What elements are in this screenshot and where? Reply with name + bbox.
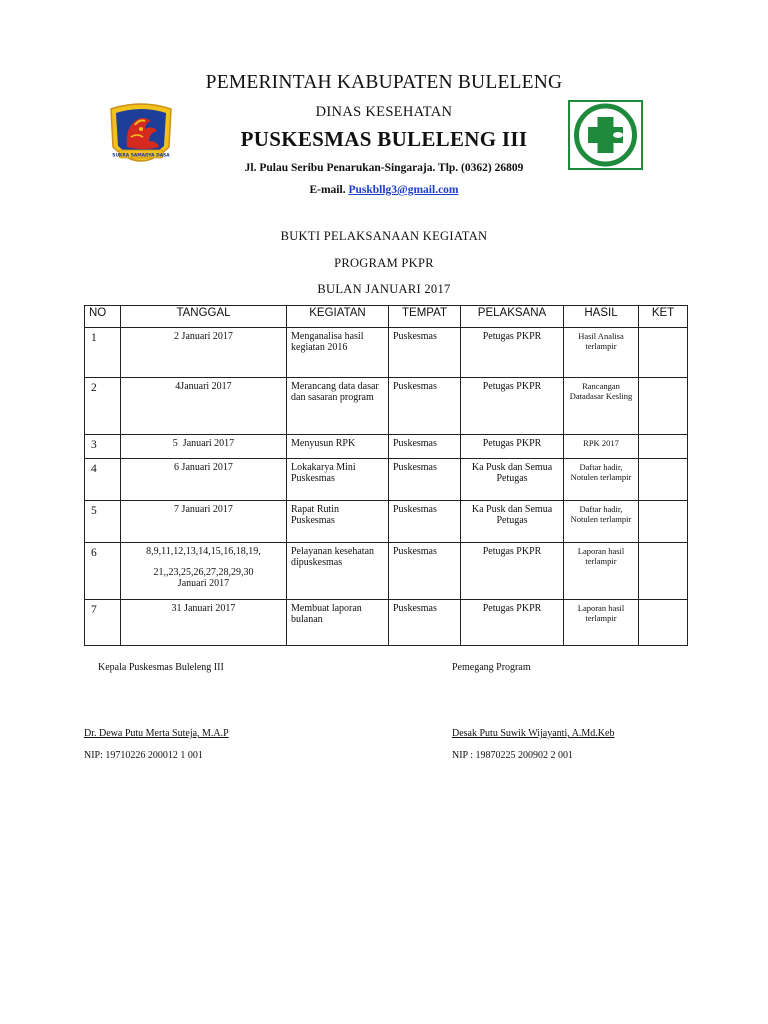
cell-no: 3: [85, 435, 121, 459]
column-header-tanggal: TANGGAL: [121, 306, 287, 328]
right-signatory-role: Pemegang Program: [452, 662, 531, 673]
cell-no: 1: [85, 328, 121, 378]
cell-tanggal: [121, 543, 287, 600]
buleleng-emblem-logo: [105, 101, 177, 173]
period-title: BULAN JANUARI 2017: [317, 282, 451, 296]
table-row: [85, 435, 688, 459]
cell-kegiatan: Rapat Rutin Puskesmas: [287, 501, 389, 543]
table-row: [85, 501, 688, 543]
left-signatory-name: Dr. Dewa Putu Merta Suteja, M.A.P: [84, 728, 229, 739]
cell-tempat: Puskesmas: [389, 328, 461, 378]
cell-no: 4: [85, 459, 121, 501]
cell-tempat: Puskesmas: [389, 501, 461, 543]
cell-kegiatan: Pelayanan kesehatan dipuskesmas: [287, 543, 389, 600]
cell-tanggal: 5 Januari 2017: [121, 435, 287, 459]
activity-table: [84, 305, 688, 646]
right-signatory-nip: NIP : 19870225 200902 2 001: [452, 750, 574, 761]
cell-tanggal: 7 Januari 2017: [121, 501, 287, 543]
cell-tanggal-line2: 21,,23,25,26,27,28,29,30 Januari 2017: [153, 567, 256, 589]
address-line: Jl. Pulau Seribu Penarukan-Singaraja. Tlp. (0362) 26809: [244, 162, 524, 174]
cell-pelaksana: Petugas PKPR: [461, 378, 564, 435]
cell-no: 7: [85, 600, 121, 646]
cell-tanggal-line1: 8,9,11,12,13,14,15,16,18,19,: [146, 546, 261, 557]
svg-text:SUKRA SAMADYA DASA: SUKRA SAMADYA DASA: [112, 153, 170, 159]
cell-tanggal: 6 Januari 2017: [121, 459, 287, 501]
table-row: [85, 543, 688, 600]
column-header-tempat: TEMPAT: [389, 306, 461, 328]
table-row: [85, 378, 688, 435]
table-header-row: [85, 306, 688, 328]
cell-pelaksana: Ka Pusk dan Semua Petugas: [461, 501, 564, 543]
cell-no: 2: [85, 378, 121, 435]
cell-hasil: Hasil Analisa terlampir: [564, 328, 639, 378]
cell-kegiatan: Menganalisa hasil kegiatan 2016: [287, 328, 389, 378]
cell-tempat: Puskesmas: [389, 600, 461, 646]
cell-kegiatan: Merancang data dasar dan sasaran program: [287, 378, 389, 435]
left-signatory-role: Kepala Puskesmas Buleleng III: [98, 662, 224, 673]
cell-hasil: Rancangan Datadasar Kesling: [564, 378, 639, 435]
cell-hasil: RPK 2017: [564, 435, 639, 459]
cell-no: 5: [85, 501, 121, 543]
column-header-ket: KET: [639, 306, 688, 328]
cell-ket: [639, 378, 688, 435]
cell-pelaksana: Petugas PKPR: [461, 600, 564, 646]
left-signatory-nip: NIP: 19710226 200012 1 001: [84, 750, 203, 761]
email-link[interactable]: Puskbllg3@gmail.com: [348, 184, 459, 196]
cell-kegiatan: Membuat laporan bulanan: [287, 600, 389, 646]
table-row: [85, 459, 688, 501]
government-name: PEMERINTAH KABUPATEN BULELENG: [205, 72, 563, 93]
report-title: BUKTI PELAKSANAAN KEGIATAN: [280, 229, 488, 243]
column-header-no: NO: [85, 306, 121, 328]
office-name: DINAS KESEHATAN: [315, 104, 453, 120]
table-row: [85, 600, 688, 646]
cell-ket: [639, 328, 688, 378]
cell-hasil: Daftar hadir, Notulen terlampir: [564, 459, 639, 501]
cell-kegiatan: Lokakarya Mini Puskesmas: [287, 459, 389, 501]
cell-hasil: Laporan hasil terlampir: [564, 600, 639, 646]
cell-pelaksana: Ka Pusk dan Semua Petugas: [461, 459, 564, 501]
cell-tempat: Puskesmas: [389, 459, 461, 501]
table-row: [85, 328, 688, 378]
puskesmas-logo: [568, 100, 643, 170]
cell-tanggal: 4Januari 2017: [121, 378, 287, 435]
cell-tempat: Puskesmas: [389, 378, 461, 435]
email-prefix: E-mail.: [309, 184, 346, 196]
cell-pelaksana: Petugas PKPR: [461, 328, 564, 378]
cell-hasil: Daftar hadir, Notulen terlampir: [564, 501, 639, 543]
program-title: PROGRAM PKPR: [334, 256, 434, 270]
right-signatory-name: Desak Putu Suwik Wijayanti, A.Md.Keb: [452, 728, 615, 739]
cell-pelaksana: Petugas PKPR: [461, 435, 564, 459]
cell-tempat: Puskesmas: [389, 435, 461, 459]
cell-ket: [639, 543, 688, 600]
column-header-hasil: HASIL: [564, 306, 639, 328]
cell-pelaksana: Petugas PKPR: [461, 543, 564, 600]
cell-tempat: Puskesmas: [389, 543, 461, 600]
cell-ket: [639, 501, 688, 543]
cell-kegiatan: Menyusun RPK: [287, 435, 389, 459]
email-line: [0, 184, 768, 196]
column-header-pelaksana: PELAKSANA: [461, 306, 564, 328]
cell-hasil: Laporan hasil terlampir: [564, 543, 639, 600]
cell-ket: [639, 600, 688, 646]
cell-tanggal: 31 Januari 2017: [121, 600, 287, 646]
cell-no: 6: [85, 543, 121, 600]
column-header-kegiatan: KEGIATAN: [287, 306, 389, 328]
cell-ket: [639, 459, 688, 501]
cell-tanggal: 2 Januari 2017: [121, 328, 287, 378]
cell-ket: [639, 435, 688, 459]
institution-name: PUSKESMAS BULELENG III: [240, 127, 528, 151]
